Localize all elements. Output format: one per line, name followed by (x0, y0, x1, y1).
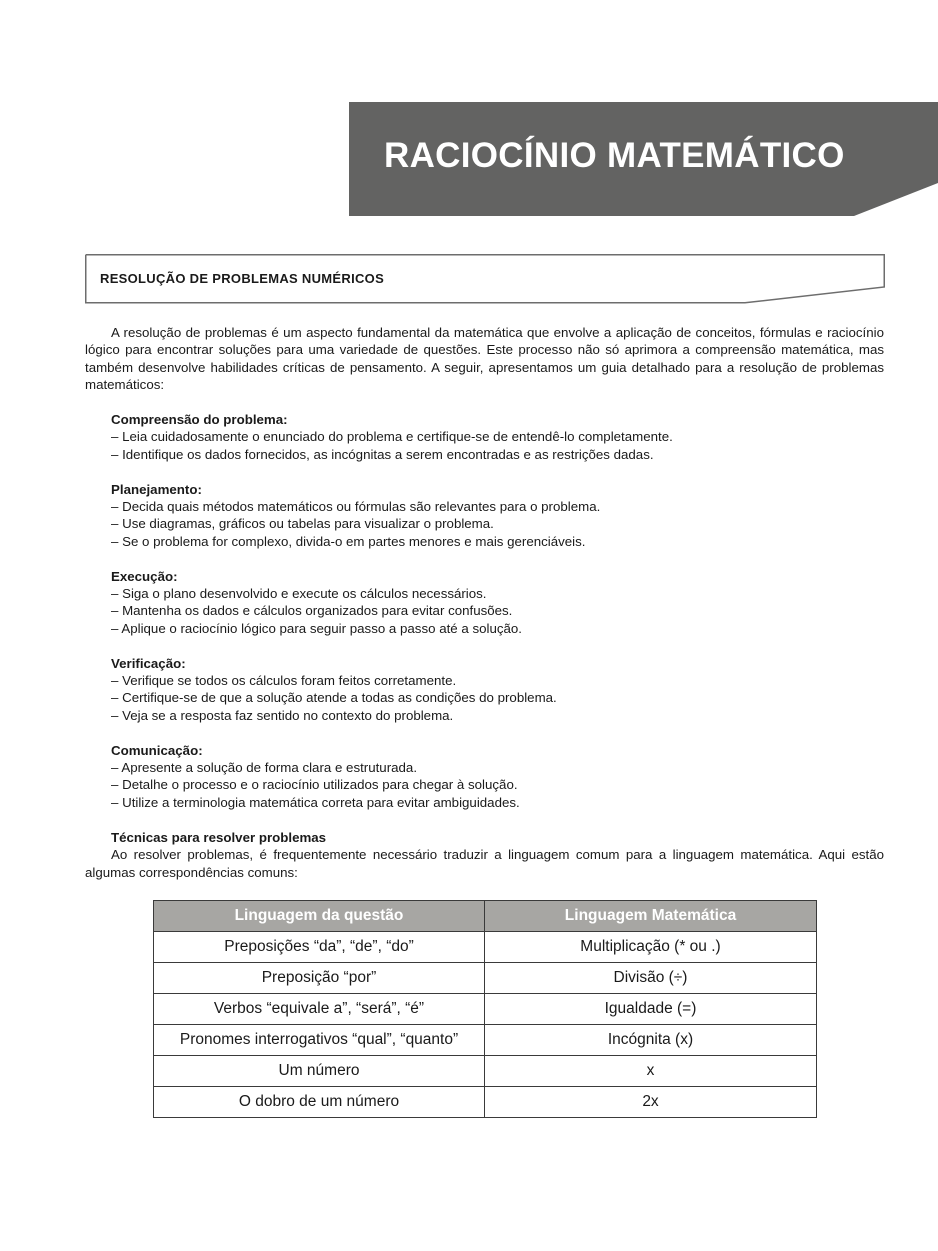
step-comunicacao (85, 742, 884, 812)
step-verificacao (85, 655, 884, 725)
table-cell: Preposição “por” (154, 963, 485, 994)
table-cell: Multiplicação (* ou .) (485, 932, 817, 963)
techniques-heading: Técnicas para resolver problemas (111, 829, 327, 845)
main-content (85, 324, 884, 881)
list-item: – Se o problema for complexo, divida-o em partes menores e mais gerenciáveis. (111, 533, 586, 549)
step-list (111, 498, 884, 550)
list-item: – Verifique se todos os cálculos foram feitos corretamente. (111, 673, 457, 689)
column-header: Linguagem Matemática (485, 901, 817, 932)
table-cell: Igualdade (=) (485, 994, 817, 1025)
step-heading: Planejamento: (111, 481, 202, 497)
list-item: – Siga o plano desenvolvido e execute os cálculos necessários. (111, 586, 487, 602)
step-heading: Comunicação: (111, 742, 203, 758)
table-cell: Verbos “equivale a”, “será”, “é” (154, 994, 485, 1025)
step-execucao (85, 568, 884, 638)
techniques-section (85, 829, 884, 881)
table-cell: O dobro de um número (154, 1087, 485, 1118)
list-item: – Utilize a terminologia matemática correta para evitar ambiguidades. (111, 794, 520, 810)
table-row (154, 1087, 817, 1118)
techniques-paragraph: Ao resolver problemas, é frequentemente necessário traduzir a linguagem comum para a linguagem matemática. Aqui estão algumas correspondências comuns: (85, 847, 884, 880)
step-heading: Verificação: (111, 655, 186, 671)
table-header-row (154, 901, 817, 932)
table-cell: Incógnita (x) (485, 1025, 817, 1056)
table-row (154, 932, 817, 963)
title-banner (349, 102, 938, 216)
step-list (111, 428, 884, 463)
correspondence-table (153, 900, 817, 1118)
section-header-box (85, 254, 885, 304)
page-title: RACIOCÍNIO MATEMÁTICO (384, 136, 845, 175)
step-heading: Compreensão do problema: (111, 412, 288, 428)
table-row (154, 994, 817, 1025)
table-cell: 2x (485, 1087, 817, 1118)
list-item: – Certifique-se de que a solução atende a todas as condições do problema. (111, 690, 557, 706)
list-item: – Identifique os dados fornecidos, as incógnitas a serem encontradas e as restrições dadas. (111, 446, 654, 462)
step-compreensao (85, 411, 884, 463)
table-cell: Pronomes interrogativos “qual”, “quanto” (154, 1025, 485, 1056)
table-row (154, 963, 817, 994)
list-item: – Mantenha os dados e cálculos organizados para evitar confusões. (111, 603, 513, 619)
list-item: – Detalhe o processo e o raciocínio utilizados para chegar à solução. (111, 777, 518, 793)
list-item: – Use diagramas, gráficos ou tabelas para visualizar o problema. (111, 516, 494, 532)
column-header: Linguagem da questão (154, 901, 485, 932)
list-item: – Decida quais métodos matemáticos ou fórmulas são relevantes para o problema. (111, 499, 601, 515)
list-item: – Apresente a solução de forma clara e estruturada. (111, 760, 418, 776)
section-title: RESOLUÇÃO DE PROBLEMAS NUMÉRICOS (100, 271, 385, 286)
step-list (111, 585, 884, 637)
step-list (111, 672, 884, 724)
table-cell: Divisão (÷) (485, 963, 817, 994)
step-heading: Execução: (111, 568, 178, 584)
step-list (111, 759, 884, 811)
table-cell: x (485, 1056, 817, 1087)
intro-paragraph: A resolução de problemas é um aspecto fundamental da matemática que envolve a aplicação de conceitos, fórmulas e raciocínio lógico para encontrar soluções para uma variedade de questões. Este processo não só aprimora a compreensão matemática, mas também desenvolve habilidades críticas de pensamento. A seguir, apresentamos um guia detalhado para a resolução de problemas matemáticos: (85, 325, 884, 393)
table-row (154, 1025, 817, 1056)
list-item: – Aplique o raciocínio lógico para seguir passo a passo até a solução. (111, 620, 522, 636)
step-planejamento (85, 481, 884, 551)
table-cell: Um número (154, 1056, 485, 1087)
table-row (154, 1056, 817, 1087)
list-item: – Leia cuidadosamente o enunciado do problema e certifique-se de entendê-lo completamente. (111, 429, 673, 445)
list-item: – Veja se a resposta faz sentido no contexto do problema. (111, 707, 454, 723)
table-cell: Preposições “da”, “de”, “do” (154, 932, 485, 963)
